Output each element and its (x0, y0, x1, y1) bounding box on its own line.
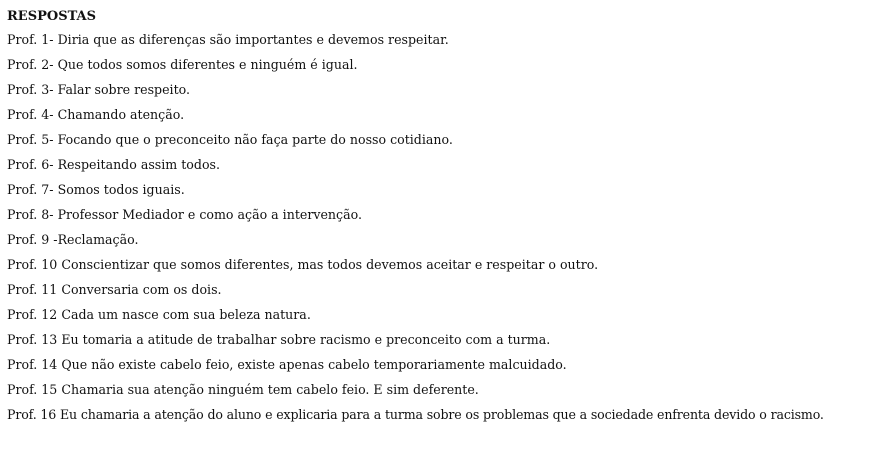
answer-line: Prof. 14 Que não existe cabelo feio, existe apenas cabelo temporariamente malcuidado. (7, 357, 567, 372)
answer-line: Prof. 13 Eu tomaria a atitude de trabalhar sobre racismo e preconceito com a turma. (7, 332, 551, 347)
answer-line: Prof. 3- Falar sobre respeito. (7, 82, 191, 97)
answer-line: Prof. 15 Chamaria sua atenção ninguém tem cabelo feio. E sim deferente. (7, 382, 479, 397)
answer-line: Prof. 11 Conversaria com os dois. (7, 282, 222, 297)
answer-line: Prof. 12 Cada um nasce com sua beleza natura. (7, 307, 311, 322)
answer-line: Prof. 2- Que todos somos diferentes e ninguém é igual. (7, 57, 358, 72)
answer-line: Prof. 4- Chamando atenção. (7, 107, 185, 122)
answer-line: Prof. 7- Somos todos iguais. (7, 182, 185, 197)
document-heading: RESPOSTAS (7, 9, 97, 24)
answer-line: Prof. 6- Respeitando assim todos. (7, 157, 220, 172)
answer-line: Prof. 5- Focando que o preconceito não faça parte do nosso cotidiano. (7, 132, 453, 147)
answer-line: Prof. 8- Professor Mediador e como ação a intervenção. (7, 207, 362, 222)
answer-line: Prof. 9 -Reclamação. (7, 232, 139, 247)
answer-line: Prof. 10 Conscientizar que somos diferentes, mas todos devemos aceitar e respeitar o outro. (7, 257, 599, 272)
answer-line: Prof. 16 Eu chamaria a atenção do aluno e explicaria para a turma sobre os problemas que a sociedade enfrenta devido o racismo. (7, 407, 824, 422)
answer-line: Prof. 1- Diria que as diferenças são importantes e devemos respeitar. (7, 32, 449, 47)
document (7, 7, 885, 427)
